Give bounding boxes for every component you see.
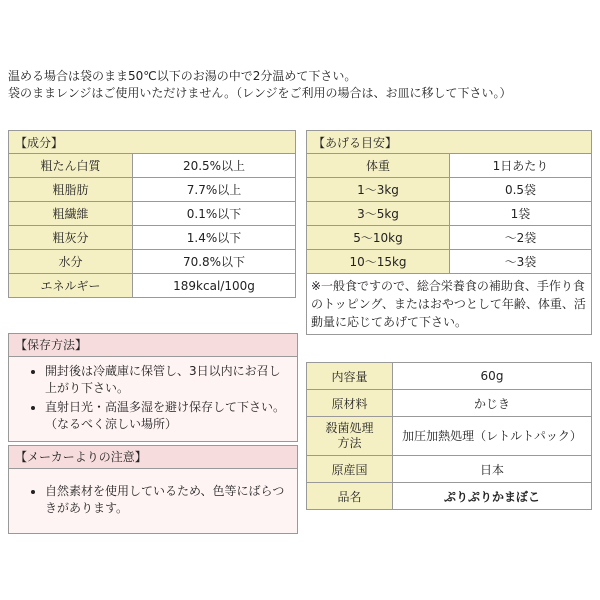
- spec-label-line: 方法: [337, 436, 362, 450]
- maker-note-panel: [8, 445, 298, 534]
- table-row: [9, 226, 296, 250]
- nutrient-value: 0.1%以下: [133, 202, 296, 226]
- amount-cell: ～3袋: [450, 250, 592, 274]
- spec-label: 原産国: [307, 456, 393, 483]
- table-row: [9, 154, 296, 178]
- column-header-weight: 体重: [307, 154, 450, 178]
- spec-label-line: 殺菌処理: [325, 421, 374, 435]
- table-row: [307, 202, 592, 226]
- table-row: [9, 202, 296, 226]
- amount-cell: 1袋: [450, 202, 592, 226]
- spec-value: かじき: [393, 390, 592, 417]
- nutrients-header: 【成分】: [9, 131, 296, 154]
- feeding-note: ※一般食ですので、総合栄養食の補助食、手作り食のトッピング、またはおやつとして年齢、体重、活動量に応じてあげて下さい。: [307, 274, 592, 335]
- nutrient-value: 1.4%以下: [133, 226, 296, 250]
- table-row: [307, 178, 592, 202]
- table-row: [307, 363, 592, 390]
- maker-note-body: [9, 469, 297, 533]
- maker-note-header: 【メーカーよりの注意】: [9, 446, 297, 469]
- storage-body: [9, 357, 297, 441]
- table-row: [9, 274, 296, 298]
- intro-line-warming: 温める場合は袋のまま50℃以下のお湯の中で2分温めて下さい。: [8, 69, 357, 83]
- storage-header: 【保存方法】: [9, 334, 297, 357]
- feeding-header: 【あげる目安】: [307, 131, 592, 154]
- table-row: [307, 226, 592, 250]
- table-row: [307, 417, 592, 456]
- spec-value: 60g: [393, 363, 592, 390]
- storage-list: [29, 363, 287, 433]
- intro-text: [8, 68, 512, 102]
- table-row: [307, 250, 592, 274]
- nutrient-label: 粗たん白質: [9, 154, 133, 178]
- spec-label: 原材料: [307, 390, 393, 417]
- nutrients-table: [8, 130, 296, 298]
- spec-label: 内容量: [307, 363, 393, 390]
- table-row: [307, 483, 592, 510]
- spec-label: 品名: [307, 483, 393, 510]
- nutrient-label: 粗脂肪: [9, 178, 133, 202]
- nutrient-label: 水分: [9, 250, 133, 274]
- weight-cell: 1～3kg: [307, 178, 450, 202]
- nutrient-label: エネルギー: [9, 274, 133, 298]
- table-row: [9, 250, 296, 274]
- storage-panel: [8, 333, 298, 442]
- amount-cell: 0.5袋: [450, 178, 592, 202]
- intro-line-microwave: 袋のままレンジはご使用いただけません。（レンジをご利用の場合は、お皿に移して下さい。）: [8, 86, 512, 100]
- product-specs-table: [306, 362, 592, 510]
- spec-value: 加圧加熱処理（レトルトパック）: [393, 417, 592, 456]
- nutrient-value: 189kcal/100g: [133, 274, 296, 298]
- table-row: [307, 390, 592, 417]
- nutrient-value: 70.8%以下: [133, 250, 296, 274]
- maker-note-list: [29, 483, 287, 517]
- amount-cell: ～2袋: [450, 226, 592, 250]
- table-row: [9, 178, 296, 202]
- table-header-row: [307, 154, 592, 178]
- weight-cell: 3～5kg: [307, 202, 450, 226]
- nutrient-label: 粗灰分: [9, 226, 133, 250]
- list-item: • 開封後は冷蔵庫に保管し、3日以内にお召し上がり下さい。: [45, 363, 287, 397]
- nutrient-value: 7.7%以上: [133, 178, 296, 202]
- list-item: • 自然素材を使用しているため、色等にばらつきがあります。: [45, 483, 287, 517]
- table-row: [307, 456, 592, 483]
- product-name-value: ぷりぷりかまぼこ: [393, 483, 592, 510]
- list-item: • 直射日光・高温多湿を避け保存して下さい。（なるべく涼しい場所）: [45, 399, 287, 433]
- spec-value: 日本: [393, 456, 592, 483]
- column-header-daily: 1日あたり: [450, 154, 592, 178]
- nutrient-label: 粗繊維: [9, 202, 133, 226]
- nutrient-value: 20.5%以上: [133, 154, 296, 178]
- spec-label: [307, 417, 393, 456]
- weight-cell: 5～10kg: [307, 226, 450, 250]
- weight-cell: 10～15kg: [307, 250, 450, 274]
- feeding-guide-table: [306, 130, 592, 335]
